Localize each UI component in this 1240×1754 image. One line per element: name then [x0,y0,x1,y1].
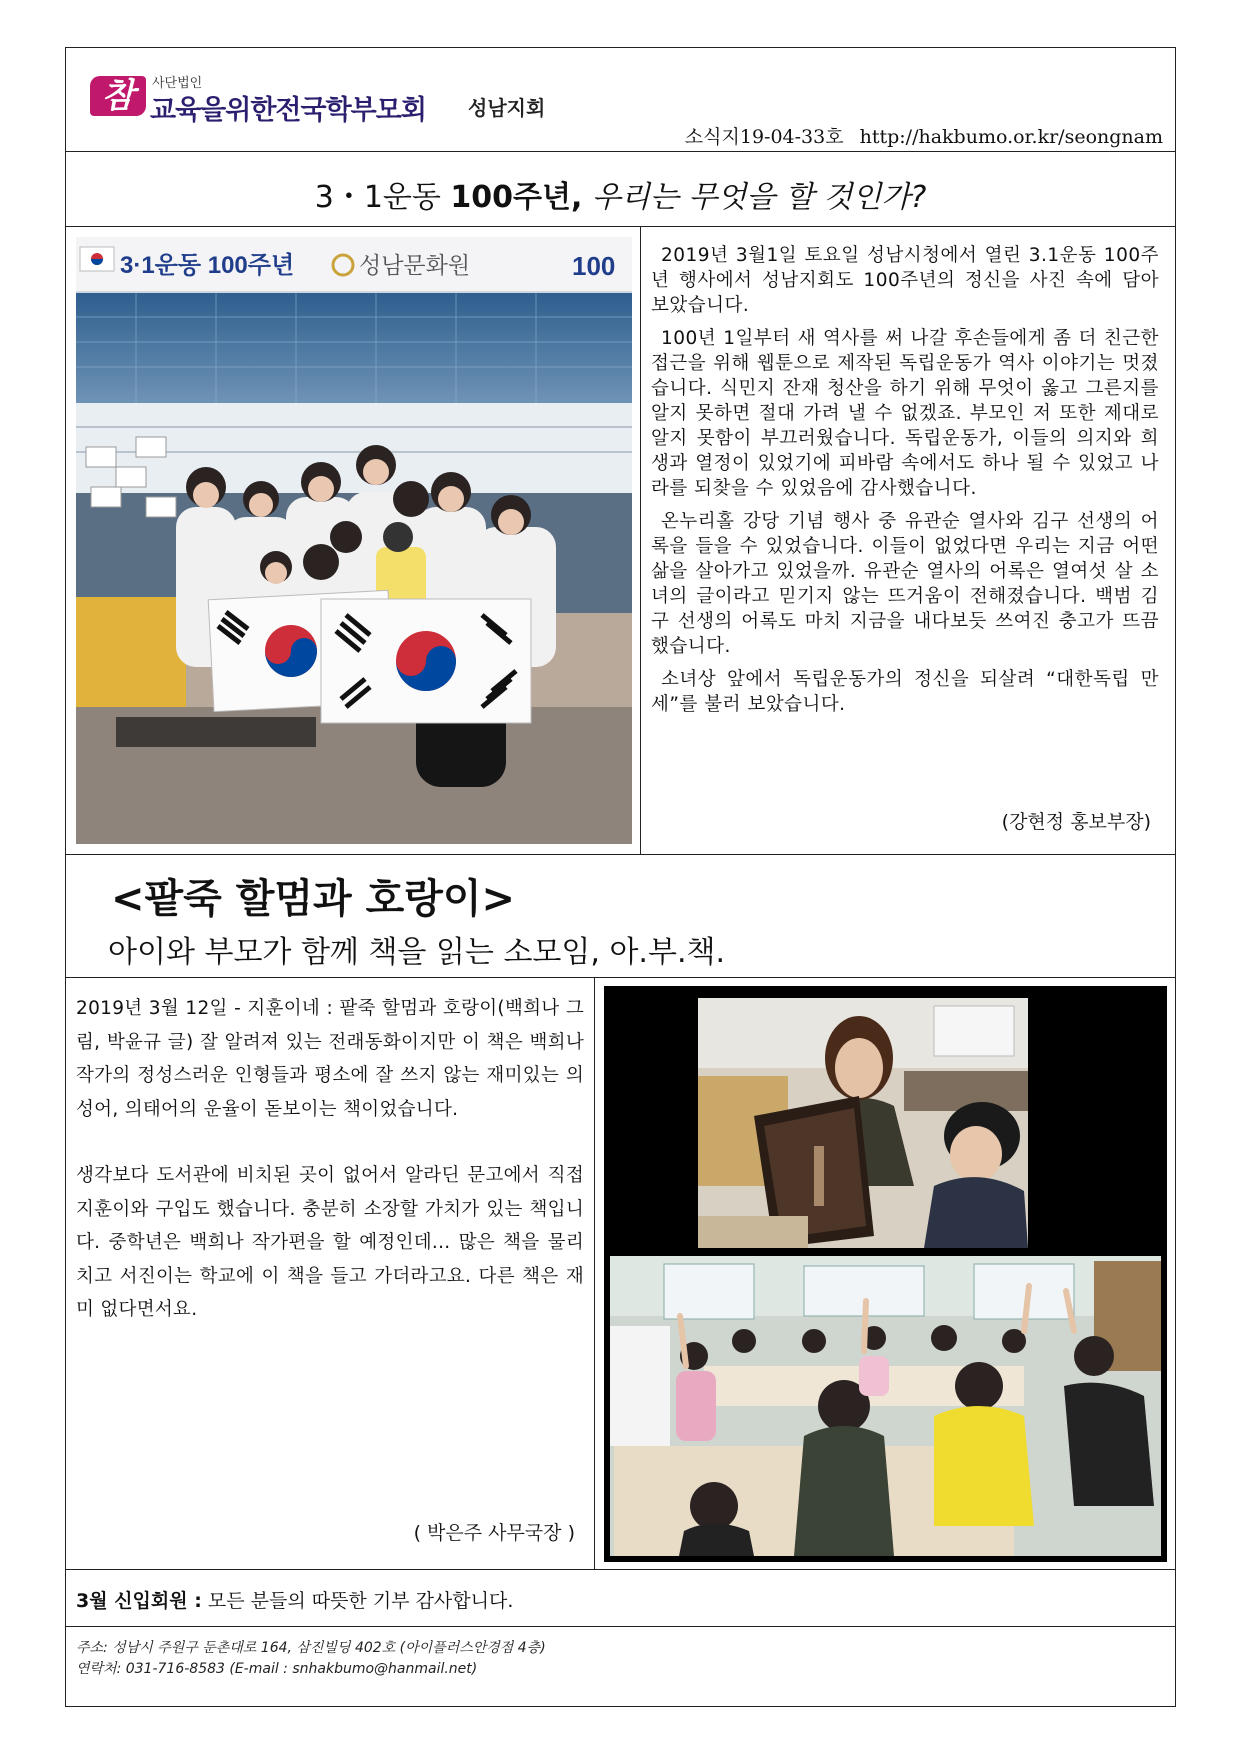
column-divider [594,978,595,1569]
article1-title-row [66,152,1175,227]
branch-name: 성남지회 [468,96,546,120]
website-link[interactable]: http://hakbumo.or.kr/seongnam [859,126,1163,148]
article1-section [66,227,1175,855]
banner-badge: 100 [572,251,616,281]
banner-left-text: 3·1운동 100주년 [120,252,295,279]
article1-paragraph: 100년 1일부터 새 역사를 써 나갈 후손들에게 좀 더 친근한 접근을 위해 웹툰으로 제작된 독립운동가 역사 이야기는 멋졌습니다. 식민지 잔재 청산을 하기 위해 무엇이 옳고 그른지를 알지 못하면 절대 가려 낼 수 없겠죠. 부모인 저 또한 제대로 알지 못함이 부끄러웠습니다. 독립운동가, 이들의 의지와 희생과 열정이 있었기에 피바람 속에서도 하나 될 수 있었고 나라를 되찾을 수 있었음에 감사했습니다. [651,328,1159,499]
article1-paragraph: 온누리홀 강당 기념 행사 중 유관순 열사와 김구 선생의 어록을 들을 수 있었습니다. 이들이 없었다면 우리는 지금 어떤 삶을 살아가고 있었을까. 유관순 열사의 어록은 열여섯 살 소녀의 글이라고 믿기지 않는 뜨거움이 전해졌습니다. 백범 김구 선생의 어록도 마치 지금을 내다보듯 쓰여진 충고가 뜨끔했습니다. [651,511,1159,657]
article2-title-row [66,855,1175,978]
article2-paragraph: 2019년 3월 12일 - 지훈이네 : 팥죽 할멈과 호랑이(백희나 그림, 박윤규 글) 잘 알려져 있는 전래동화이지만 이 책은 백희나 작가의 정성스러운 인형들과 평소에 잘 쓰지 않는 재미있는 의성어, 의태어의 운율이 돋보이는 책이었습니다. [76,998,584,1120]
reading-photo-bottom [610,1256,1161,1556]
article2-subtitle: 아이와 부모가 함께 책을 읽는 소모임, 아.부.책. [108,935,726,970]
newsletter-page [65,47,1176,1707]
logo-mark-icon: 참 [90,76,146,116]
reading-club-photos [604,986,1167,1562]
banner-right-text: 성남문화원 [359,252,471,278]
org-type: 사단법인 [152,76,203,91]
event-photo-illustration [76,237,632,844]
notice-message: 모든 분들의 따뜻한 기부 감사합니다. [201,1590,514,1612]
reading-club-illustration [604,986,1167,1562]
issue-number: 소식지19-04-33호 [684,126,844,148]
event-photo [76,237,632,844]
article1-body [651,243,1159,725]
article2-section [66,978,1175,1570]
korean-flag-icon [80,247,114,271]
article2-author: ( 박은주 사무국장 ) [413,1522,575,1544]
article1-author: (강현정 홍보부장) [1001,811,1151,833]
article1-paragraph: 2019년 3월1일 토요일 성남시청에서 열린 3.1운동 100주년 행사에서 성남지회도 100주년의 정신을 사진 속에 담아 보았습니다. [651,245,1159,316]
footer [76,1638,546,1680]
new-members-notice [66,1570,1175,1627]
footer-address: 주소: 성남시 주원구 둔촌대로 164, 삼진빌딩 402호 (아이플러스안경점 4층) [76,1640,546,1656]
newsletter-header [66,48,1175,152]
article2-title: <팥죽 할멈과 호랑이> [111,876,516,922]
issue-info [685,122,1163,149]
notice-label: 3월 신입회원 : [76,1590,202,1612]
article2-paragraph: 생각보다 도서관에 비치된 곳이 없어서 알라딘 문고에서 직접 지훈이와 구입도 했습니다. 충분히 소장할 가치가 있는 책입니다. 중학년은 백희나 작가편을 할 예정인데... 많은 책을 물리치고 서진이는 학교에 이 책을 들고 가더라고요. 다른 책은 재미 없다면서요. [76,1165,584,1320]
notice-text [76,1586,513,1613]
article1-title: 3・1운동 100주년, 우리는 무엇을 할 것인가? [314,180,927,215]
footer-contact: 연락처: 031-716-8583 (E-mail : snhakbumo@hanmail.net) [76,1661,478,1677]
column-divider [640,227,641,854]
taegukgi-flag-icon [321,599,531,723]
article1-paragraph: 소녀상 앞에서 독립운동가의 정신을 되살려 “대한독립 만세”를 불러 보았습니다. [651,669,1159,715]
article2-body [76,992,584,1360]
org-name: 교육을위한전국학부모회 [150,95,426,126]
reading-photo-top [698,998,1028,1248]
